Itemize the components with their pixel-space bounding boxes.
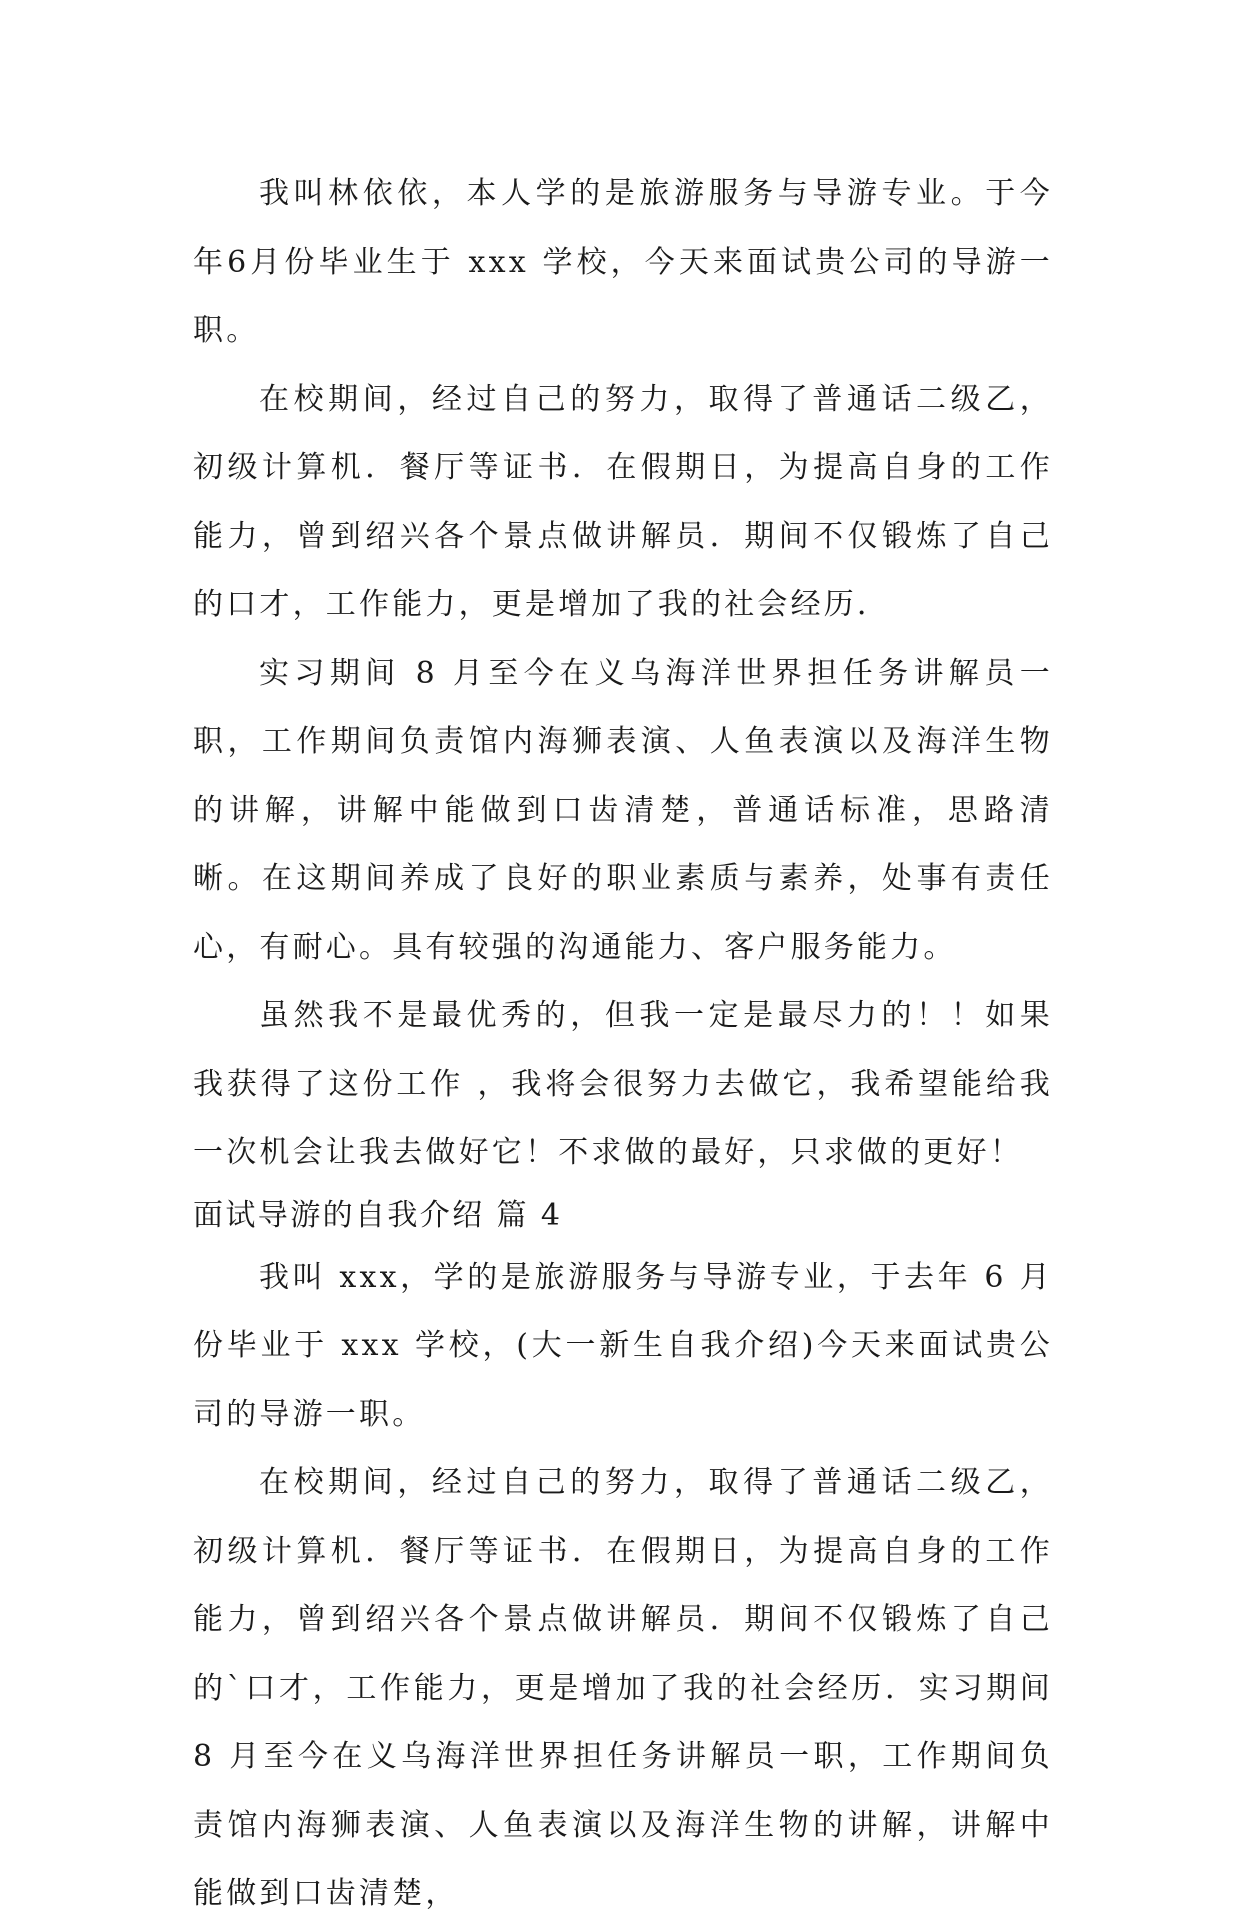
paragraph-intro: 我叫林依依，本人学的是旅游服务与导游专业。于今年6月份毕业生于 xxx 学校，今天来面试贵公司的导游一职。 [193,176,1053,348]
section-heading: 面试导游的自我介绍 篇 4 [193,1197,563,1233]
document-page [193,160,1053,1929]
paragraph-internship: 实习期间 8 月至今在义乌海洋世界担任务讲解员一职，工作期间负责馆内海狮表演、人鱼表演以及海洋生物的讲解，讲解中能做到口齿清楚，普通话标准，思路清晰。在这期间养成了良好的职业素质与素养，处事有责任心，有耐心。具有较强的沟通能力、客户服务能力。 [193,655,1053,965]
paragraph-intro-2: 我叫 xxx，学的是旅游服务与导游专业，于去年 6 月份毕业于 xxx 学校，(大一新生自我介绍)今天来面试贵公司的导游一职。 [193,1259,1053,1432]
paragraph-closing: 虽然我不是最优秀的，但我一定是最尽力的！！如果我获得了这份工作 ，我将会很努力去做它，我希望能给我一次机会让我去做好它！不求做的最好，只求做的更好！ [193,998,1053,1170]
paragraph-school-period-2: 在校期间，经过自己的努力，取得了普通话二级乙，初级计算机．餐厅等证书．在假期日，为提高自身的工作能力，曾到绍兴各个景点做讲解员．期间不仅锻炼了自己的`口才，工作能力，更是增加了我的社会经历．实习期间 8 月至今在义乌海洋世界担任务讲解员一职，工作期间负责馆内海狮表演、人鱼表演以及海洋生物的讲解，讲解中能做到口齿清楚， [193,1465,1053,1911]
paragraph-school-period: 在校期间，经过自己的努力，取得了普通话二级乙，初级计算机．餐厅等证书．在假期日，为提高自身的工作能力，曾到绍兴各个景点做讲解员．期间不仅锻炼了自己的口才，工作能力，更是增加了我的社会经历． [193,381,1053,622]
